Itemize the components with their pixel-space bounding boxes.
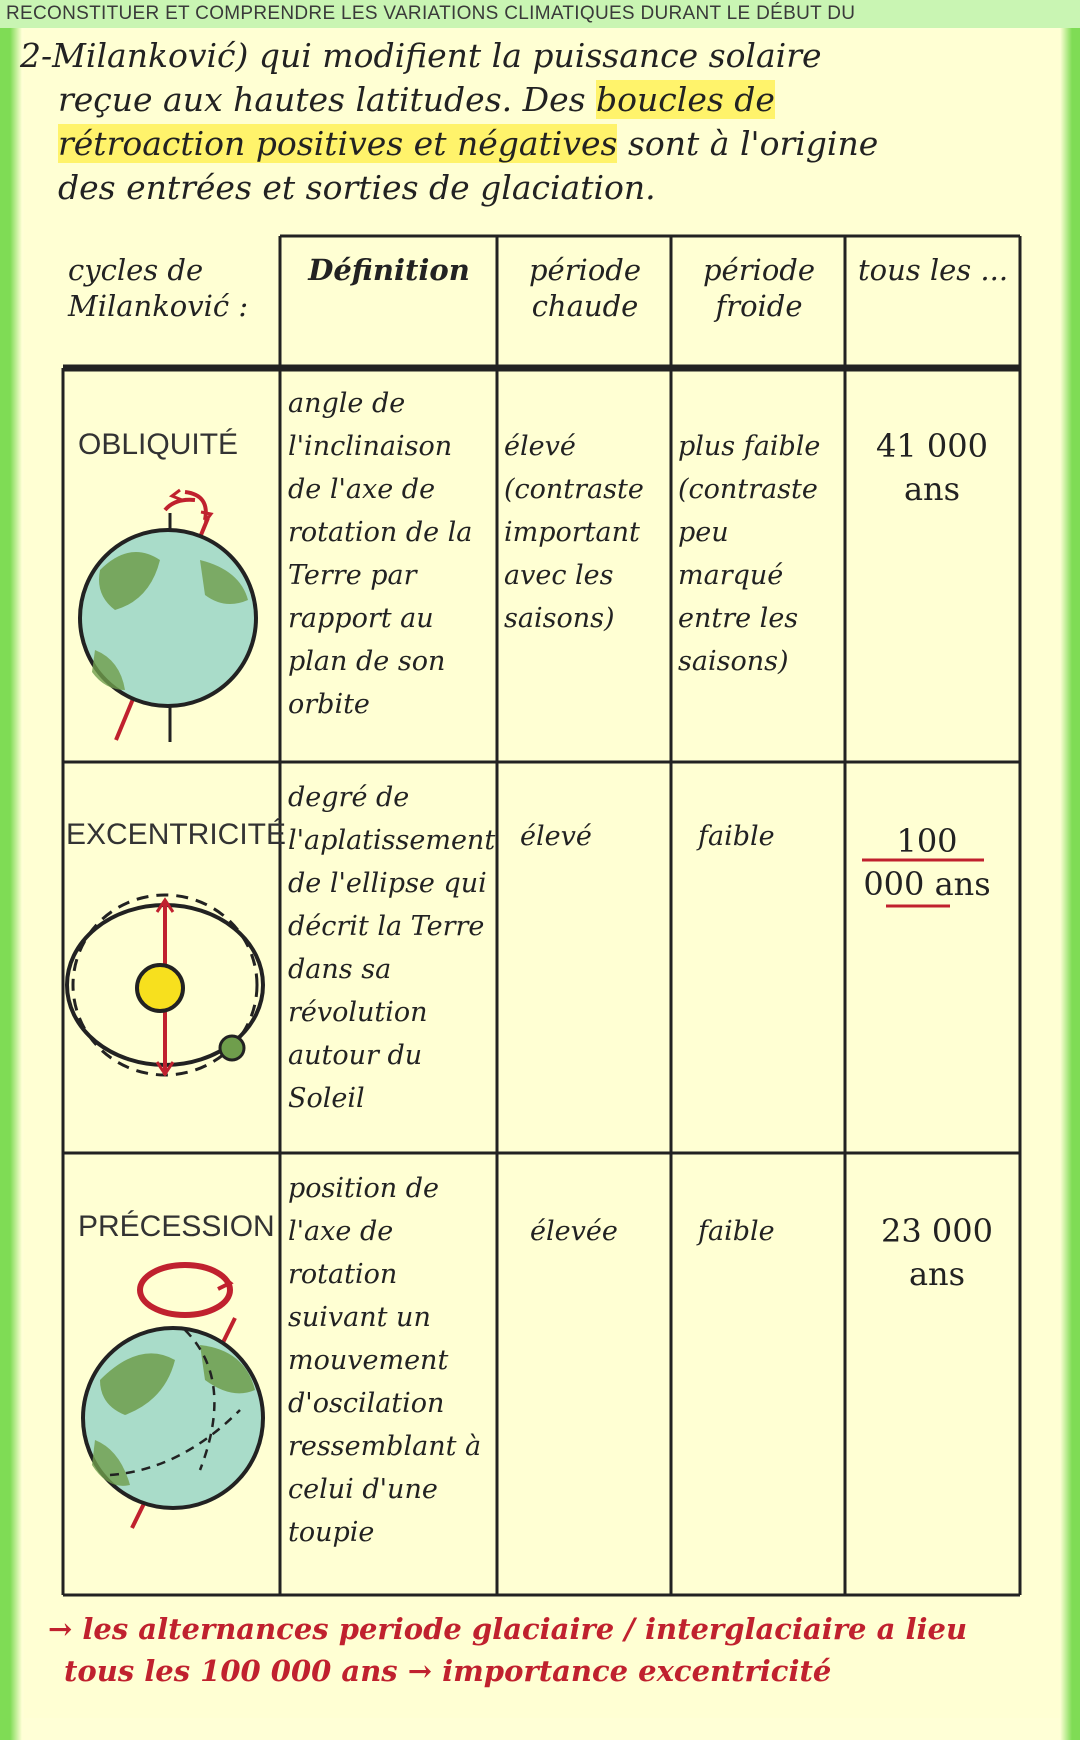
warm-obliquity: élevé (contraste important avec les saisons) xyxy=(504,431,644,634)
cold-precession: faible xyxy=(698,1216,775,1247)
intro-line-4: des entrées et sorties de glaciation. xyxy=(58,168,656,207)
cycle-name-precession: PRÉCESSION xyxy=(78,1210,275,1243)
intro-text: reçue aux hautes latitudes. Des xyxy=(58,80,597,119)
intro-highlight: rétroaction positives et négatives xyxy=(58,124,618,163)
warm-eccentricity: élevé xyxy=(520,821,592,852)
warm-precession: élevée xyxy=(530,1216,618,1247)
period-eccentricity: 100 000 ans xyxy=(863,822,991,903)
header-definition: Définition xyxy=(308,253,470,287)
period-precession: 23 000 ans xyxy=(881,1212,993,1293)
cold-obliquity: plus faible (contraste peu marqué entre les saisons) xyxy=(678,431,821,677)
cycle-name-eccentricity: EXCENTRICITÉ xyxy=(66,818,287,851)
period-obliquity: 41 000 ans xyxy=(876,427,988,508)
conclusion-line-2: tous les 100 000 ans → importance excentricité xyxy=(64,1654,832,1688)
intro-line-1: 2-Milanković) qui modifient la puissance solaire xyxy=(20,36,822,75)
definition-precession: position de l'axe de rotation suivant un mouvement d'oscilation ressemblant à celui d'une toupie xyxy=(288,1173,482,1548)
intro-text: sont à l'origine xyxy=(617,124,879,163)
header-warm-period: période chaude xyxy=(528,253,642,323)
header-cold-period: période froide xyxy=(702,253,816,323)
cold-eccentricity: faible xyxy=(698,821,775,852)
definition-obliquity: angle de l'inclinaison de l'axe de rotation de la Terre par rapport au plan de son orbite xyxy=(288,388,473,720)
header-every: tous les ... xyxy=(857,253,1009,287)
definition-eccentricity: degré de l'aplatissement de l'ellipse qui décrit la Terre dans sa révolution autour du Soleil xyxy=(288,782,496,1114)
header-cycles: cycles de Milanković : xyxy=(68,253,249,323)
section-title: RECONSTITUER ET COMPRENDRE LES VARIATIONS CLIMATIQUES DURANT LE DÉBUT DU xyxy=(0,0,1080,28)
intro-highlight: boucles de xyxy=(596,80,775,119)
cycle-name-obliquity: OBLIQUITÉ xyxy=(78,428,239,461)
conclusion-line-1: → les alternances periode glaciaire / interglaciaire a lieu xyxy=(48,1612,968,1646)
conclusion xyxy=(48,1608,1048,1692)
